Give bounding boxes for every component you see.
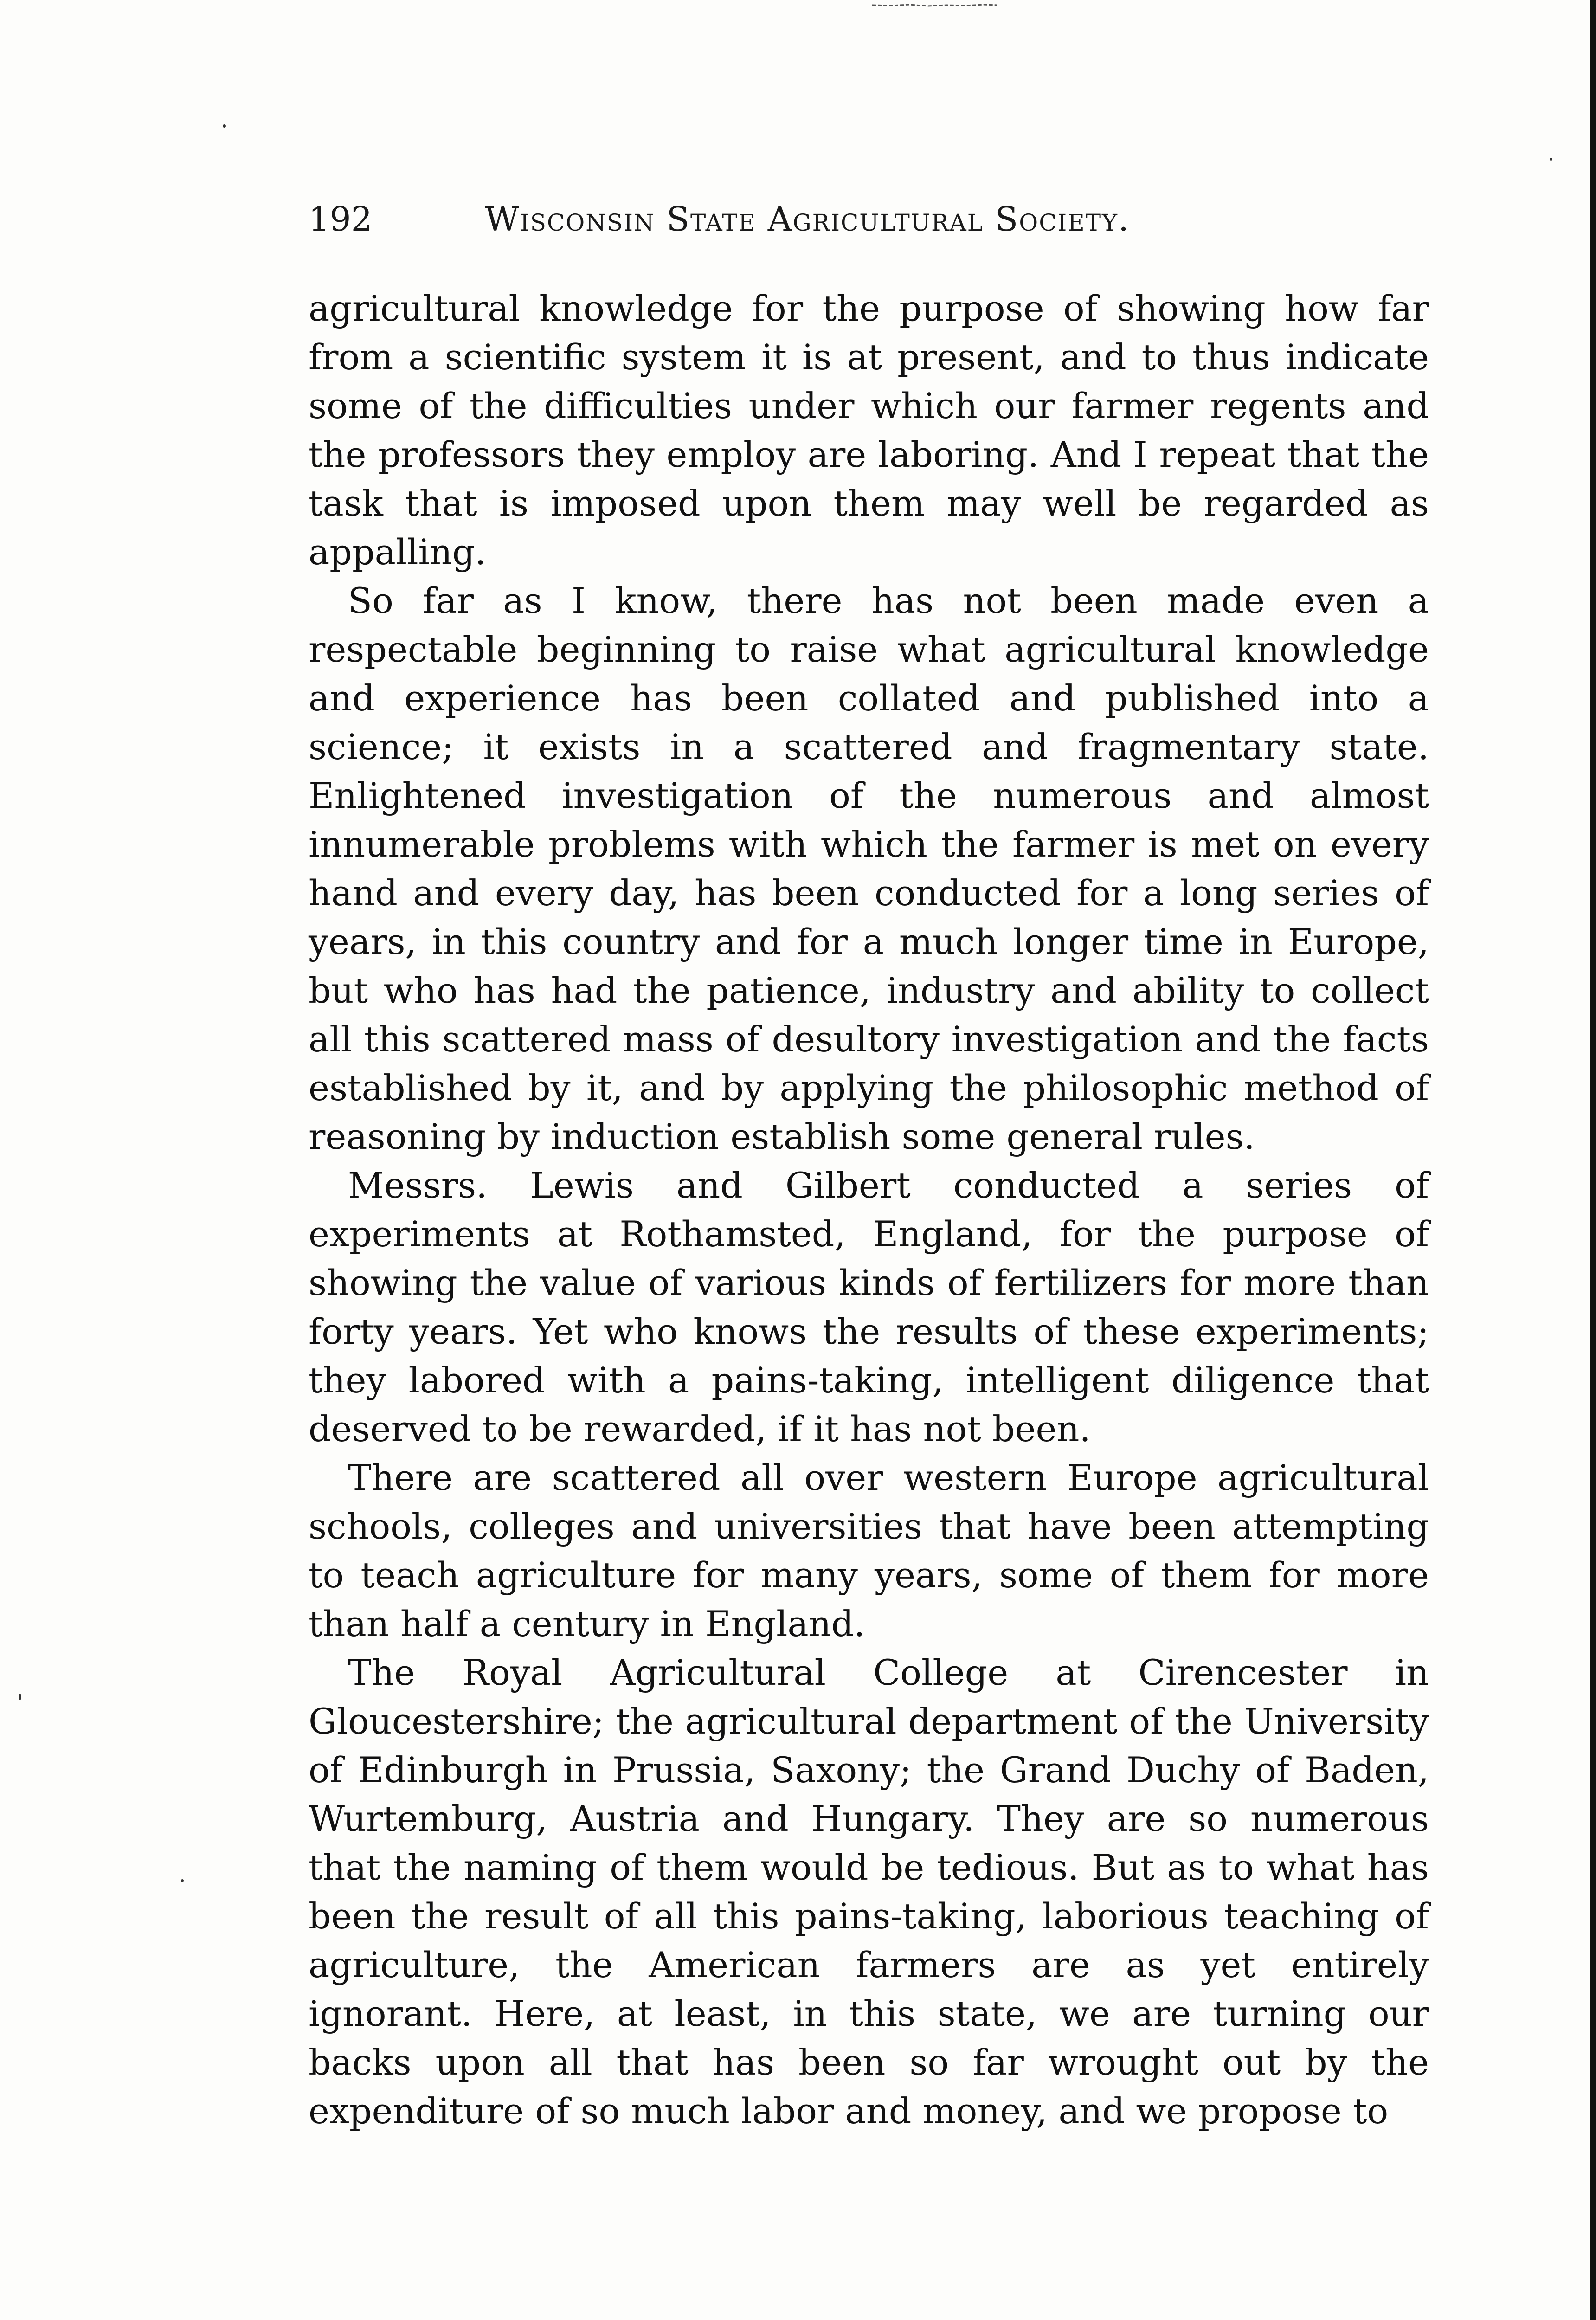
paragraph: The Royal Agricultural College at Cirencester in Gloucestershire; the agricultural department of the University of Edinburgh in Prussia, Saxony; the Grand Duchy of Baden, Wurtemburg, Austria and Hungary. They are so numerous that the naming of them would be tedious. But as to what has been the result of all this pains-taking, laborious teaching of agriculture, the American farmers are as yet entirely ignorant. Here, at least, in this state, we are turning our backs upon all that has been so far wrought out by the expenditure of so much labor and money, and we propose to (309, 1652, 1429, 2132)
page-number: 192 (309, 200, 373, 238)
scan-speck (19, 1694, 21, 1700)
body-text (309, 284, 1429, 2135)
scan-speck (223, 124, 226, 128)
running-title: Wisconsin State Agricultural Society. (485, 200, 1130, 238)
paragraph: So far as I know, there has not been made even a respectable beginning to raise what agricultural knowledge and experience has been collated and published into a science; it exists in a scattered and fragmentary state. Enlightened investigation of the numerous and almost innumerable problems with which the farmer is met on every hand and every day, has been conducted for a long series of years, in this country and for a much longer time in Europe, but who has had the patience, industry and ability to collect all this scattered mass of desultory investigation and the facts established by it, and by applying the philosophic method of reasoning by induction establish some general rules. (309, 580, 1429, 1157)
paragraph: There are scattered all over western Europe agricultural schools, colleges and universities that have been attempting to teach agriculture for many years, some of them for more than half a century in England. (309, 1457, 1429, 1644)
scan-border-right (1590, 0, 1596, 2320)
scan-smudge (872, 2, 998, 8)
scan-speck (1550, 158, 1552, 161)
paragraph-continued: agricultural knowledge for the purpose of showing how far from a scientific system it is at present, and to thus indicate some of the difficulties under which our farmer regents and the professors they employ are laboring. And I repeat that the task that is imposed upon them may well be regarded as appalling. (309, 288, 1429, 573)
paragraph: Messrs. Lewis and Gilbert conducted a series of experiments at Rothamsted, England, for the purpose of showing the value of various kinds of fertilizers for more than forty years. Yet who knows the results of these experiments; they labored with a pains-taking, intelligent diligence that deserved to be rewarded, if it has not been. (309, 1165, 1429, 1450)
page-header (309, 190, 1292, 246)
scan-speck (181, 1879, 184, 1882)
